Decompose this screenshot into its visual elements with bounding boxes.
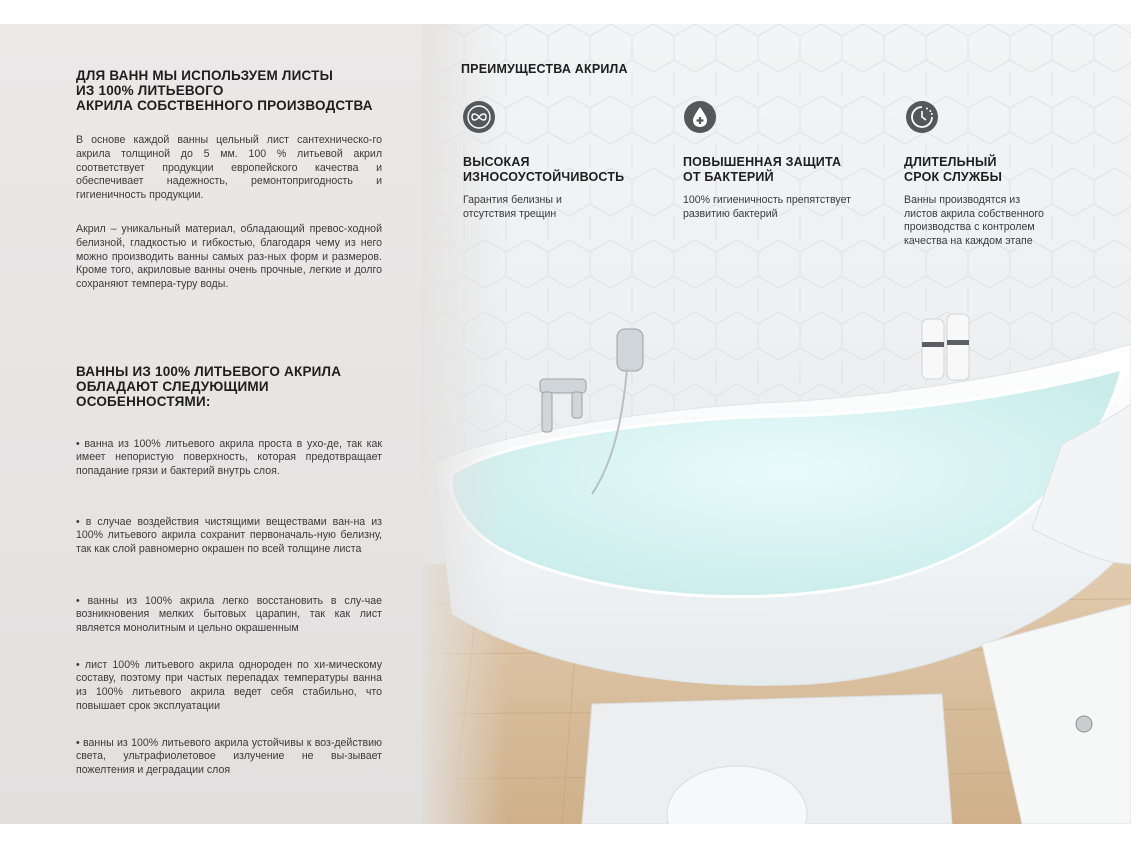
paragraph-acrylic-material: Акрил – уникальный материал, обладающий превос-ходной белизной, гладкостью и гибкостью, благодаря чему из него можно производить ванны самых раз-ных форм и размеров. Кроме того, акриловые ванны очень прочные, легкие и долго сохраняют темпера-туру воды. [76,223,382,291]
advantage-text-line: Ванны производятся из [904,194,1021,206]
text-panel [0,24,422,824]
heading1-line: ИЗ 100% ЛИТЬЕВОГО [76,83,224,98]
feature-bullet: • лист 100% литьевого акрила однороден по хи-мическому составу, поэтому при частых перепадах температуры ванна из 100% литьевого акрила ведет себя стабильно, что повышает срок эксплуатации [76,658,382,712]
advantage-title-line: ПОВЫШЕННАЯ ЗАЩИТА [683,155,842,169]
brochure-page [0,24,1131,824]
advantage-text-line: производства с контролем [904,221,1035,234]
advantage-text-line: листов акрила собственного [904,207,1044,220]
advantage-title-line: ДЛИТЕЛЬНЫЙ [904,155,997,169]
heading-features [76,364,406,409]
advantage-text [463,194,653,221]
advantage-title [463,155,663,185]
feature-bullet: • ванны из 100% литьевого акрила устойчивы к воз-действию света, ультрафиолетовое излучение не вы-зывает пожелтения и деградации слоя [76,736,382,777]
advantage-title-line: СРОК СЛУЖБЫ [904,170,1003,184]
advantage-title [904,155,1104,185]
advantage-text-line: отсутствия трещин [463,207,557,220]
bathtub-illustration [422,24,1131,824]
heading-acrylic-sheets [76,68,406,113]
advantage-title-line: ИЗНОСОУСТОЙЧИВОСТЬ [463,170,625,184]
advantages-title: ПРЕИМУЩЕСТВА АКРИЛА [461,62,628,76]
clock-icon [906,101,938,133]
drop-cross-icon [684,101,716,133]
advantage-text [683,194,893,221]
advantage-text [904,194,1104,248]
feature-bullet: • в случае воздействия чистящими веществами ван-на из 100% литьевого акрила сохранит первоначаль-ную белизну, так как слой равномерно окрашен по всей толщине листа [76,515,382,556]
heading1-line: АКРИЛА СОБСТВЕННОГО ПРОИЗВОДСТВА [76,98,373,113]
heading2-line: ОСОБЕННОСТЯМИ: [76,394,211,409]
heading1-line: ДЛЯ ВАНН МЫ ИСПОЛЬЗУЕМ ЛИСТЫ [76,68,333,83]
heading2-line: ОБЛАДАЮТ СЛЕДУЮЩИМИ [76,379,269,394]
advantage-title [683,155,893,185]
advantage-text-line: развитию бактерий [683,207,778,220]
infinity-icon [463,101,495,133]
advantage-text-line: 100% гигиеничность препятствует [683,194,851,206]
heading2-line: ВАННЫ ИЗ 100% ЛИТЬЕВОГО АКРИЛА [76,364,342,379]
advantage-text-line: качества на каждом этапе [904,234,1033,247]
bathroom-photo [422,24,1131,824]
feature-bullet: • ванны из 100% акрила легко восстановить в слу-чае возникновения мелких бытовых царапин, так как лист является монолитным и цельно окрашенным [76,594,382,635]
advantage-title-line: ВЫСОКАЯ [463,155,530,169]
feature-bullet: • ванна из 100% литьевого акрила проста в ухо-де, так как имеет непористую поверхность, которая предотвращает попадание грязи и бактерий внутрь слоя. [76,437,382,478]
advantage-text-line: Гарантия белизны и [463,194,562,206]
paragraph-base-sheet: В основе каждой ванны цельный лист сантехническо-го акрила толщиной до 5 мм. 100 % литьевой акрил соответствует продукции европейского качества и обеспечивает надежность, ремонтопригодность и гигиеничность продукции. [76,134,382,202]
advantage-title-line: ОТ БАКТЕРИЙ [683,170,774,184]
